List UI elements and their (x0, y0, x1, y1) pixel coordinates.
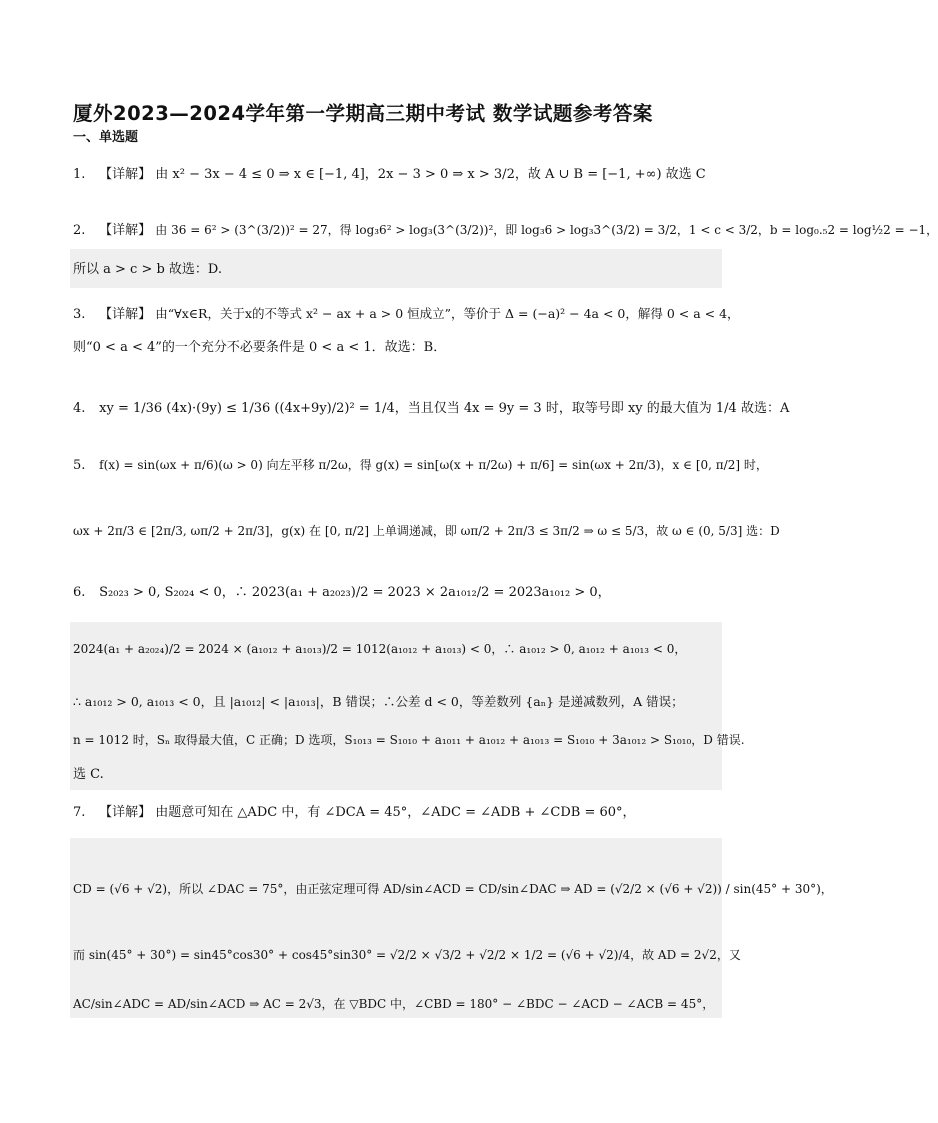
q2-line (73, 221, 938, 240)
q3-text: 由“∀x∈R，关于x的不等式 x² − ax + a > 0 恒成立”，等价于 Δ = (−a)² − 4a < 0，解得 0 < a < 4， (155, 306, 740, 321)
q5-text: f(x) = sin(ωx + π/6)(ω > 0) 向左平移 π/2ω，得 g(x) = sin[ω(x + π/2ω) + π/6] = sin(ωx + 2π/3)，x ∈ [0, π/2] 时， (99, 458, 768, 472)
q6-number: 6. (73, 585, 86, 600)
page-title: 厦外2023—2024学年第一学期高三期中考试 数学试题参考答案 (73, 102, 653, 125)
q6-line (73, 584, 611, 602)
q2-tag: 【详解】 (99, 223, 152, 238)
q1-text: 由 x² − 3x − 4 ≤ 0 ⇒ x ∈ [−1, 4]，2x − 3 > 0 ⇒ x > 3/2，故 A ∪ B = [−1, +∞) 故选 C (155, 167, 706, 182)
q1-tag: 【详解】 (99, 167, 152, 182)
q1-number: 1. (73, 167, 86, 182)
q6-line3: ∴ a₁₀₁₂ > 0, a₁₀₁₃ < 0，且 |a₁₀₁₂| < |a₁₀₁₃|，B 错误；∴公差 d < 0，等差数列 {aₙ} 是递减数列，A 错误； (73, 694, 684, 709)
q6-line5: 选 C. (73, 767, 104, 782)
q7-line4: AC/sin∠ADC = AD/sin∠ACD ⇒ AC = 2√3，在 ▽BDC 中，∠CBD = 180° − ∠BDC − ∠ACD − ∠ACB = 45°， (73, 997, 715, 1011)
shade-q7 (70, 838, 722, 1018)
q5-line (73, 456, 768, 475)
q4-text: xy = 1/36 (4x)·(9y) ≤ 1/36 ((4x+9y)/2)² = 1/4，当且仅当 4x = 9y = 3 时，取等号即 xy 的最大值为 1/4 故选：A (99, 401, 790, 416)
q2-number: 2. (73, 223, 86, 238)
q7-line2: CD = (√6 + √2)，所以 ∠DAC = 75°，由正弦定理可得 AD/sin∠ACD = CD/sin∠DAC ⇒ AD = (√2/2 × (√6 + √2)) / sin(45° + 30°)， (73, 882, 833, 896)
q7-number: 7. (73, 805, 86, 820)
q7-text: 由题意可知在 △ADC 中，有 ∠DCA = 45°，∠ADC = ∠ADB + ∠CDB = 60°， (155, 805, 636, 820)
q4-number: 4. (73, 401, 86, 416)
q3-line (73, 305, 740, 324)
q1-line (73, 166, 706, 184)
q6-line4: n = 1012 时，Sₙ 取得最大值，C 正确；D 选项，S₁₀₁₃ = S₁₀₁₀ + a₁₀₁₁ + a₁₀₁₂ + a₁₀₁₃ = S₁₀₁₀ + 3a₁₀₁₂ > S₁₀₁₀，D 错误. (73, 733, 745, 747)
q5-line2: ωx + 2π/3 ∈ [2π/3, ωπ/2 + 2π/3]，g(x) 在 [0, π/2] 上单调递减，即 ωπ/2 + 2π/3 ≤ 3π/2 ⇒ ω ≤ 5/3，故 ω ∈ (0, 5/3] 选：D (73, 524, 780, 538)
section-heading: 一、单选题 (73, 130, 139, 145)
q7-tag: 【详解】 (99, 805, 152, 820)
q5-number: 5. (73, 458, 86, 473)
q7-line (73, 804, 636, 822)
q3-number: 3. (73, 307, 86, 322)
q3-line2: 则“0 < a < 4”的一个充分不必要条件是 0 < a < 1．故选：B． (73, 340, 447, 355)
q3-tag: 【详解】 (99, 307, 152, 322)
q2-line2: 所以 a > c > b 故选：D. (73, 262, 223, 277)
q4-line (73, 400, 789, 418)
q7-line3: 而 sin(45° + 30°) = sin45°cos30° + cos45°sin30° = √2/2 × √3/2 + √2/2 × 1/2 = (√6 + √2)/4，故 AD = 2√2，又 (73, 948, 741, 962)
q2-text: 由 36 = 6² > (3^(3/2))² = 27，得 log₃6² > log₃(3^(3/2))²，即 log₃6 > log₃3^(3/2) = 3/2，1 < c < 3/2，b = log₀.₅2 = log½2 = −1， (155, 223, 938, 237)
q6-text: S₂₀₂₃ > 0, S₂₀₂₄ < 0，∴ 2023(a₁ + a₂₀₂₃)/2 = 2023 × 2a₁₀₁₂/2 = 2023a₁₀₁₂ > 0， (99, 585, 611, 600)
q6-line2: 2024(a₁ + a₂₀₂₄)/2 = 2024 × (a₁₀₁₂ + a₁₀₁₃)/2 = 1012(a₁₀₁₂ + a₁₀₁₃) < 0，∴ a₁₀₁₂ > 0, a₁₀₁₂ + a₁₀₁₃ < 0， (73, 642, 687, 656)
